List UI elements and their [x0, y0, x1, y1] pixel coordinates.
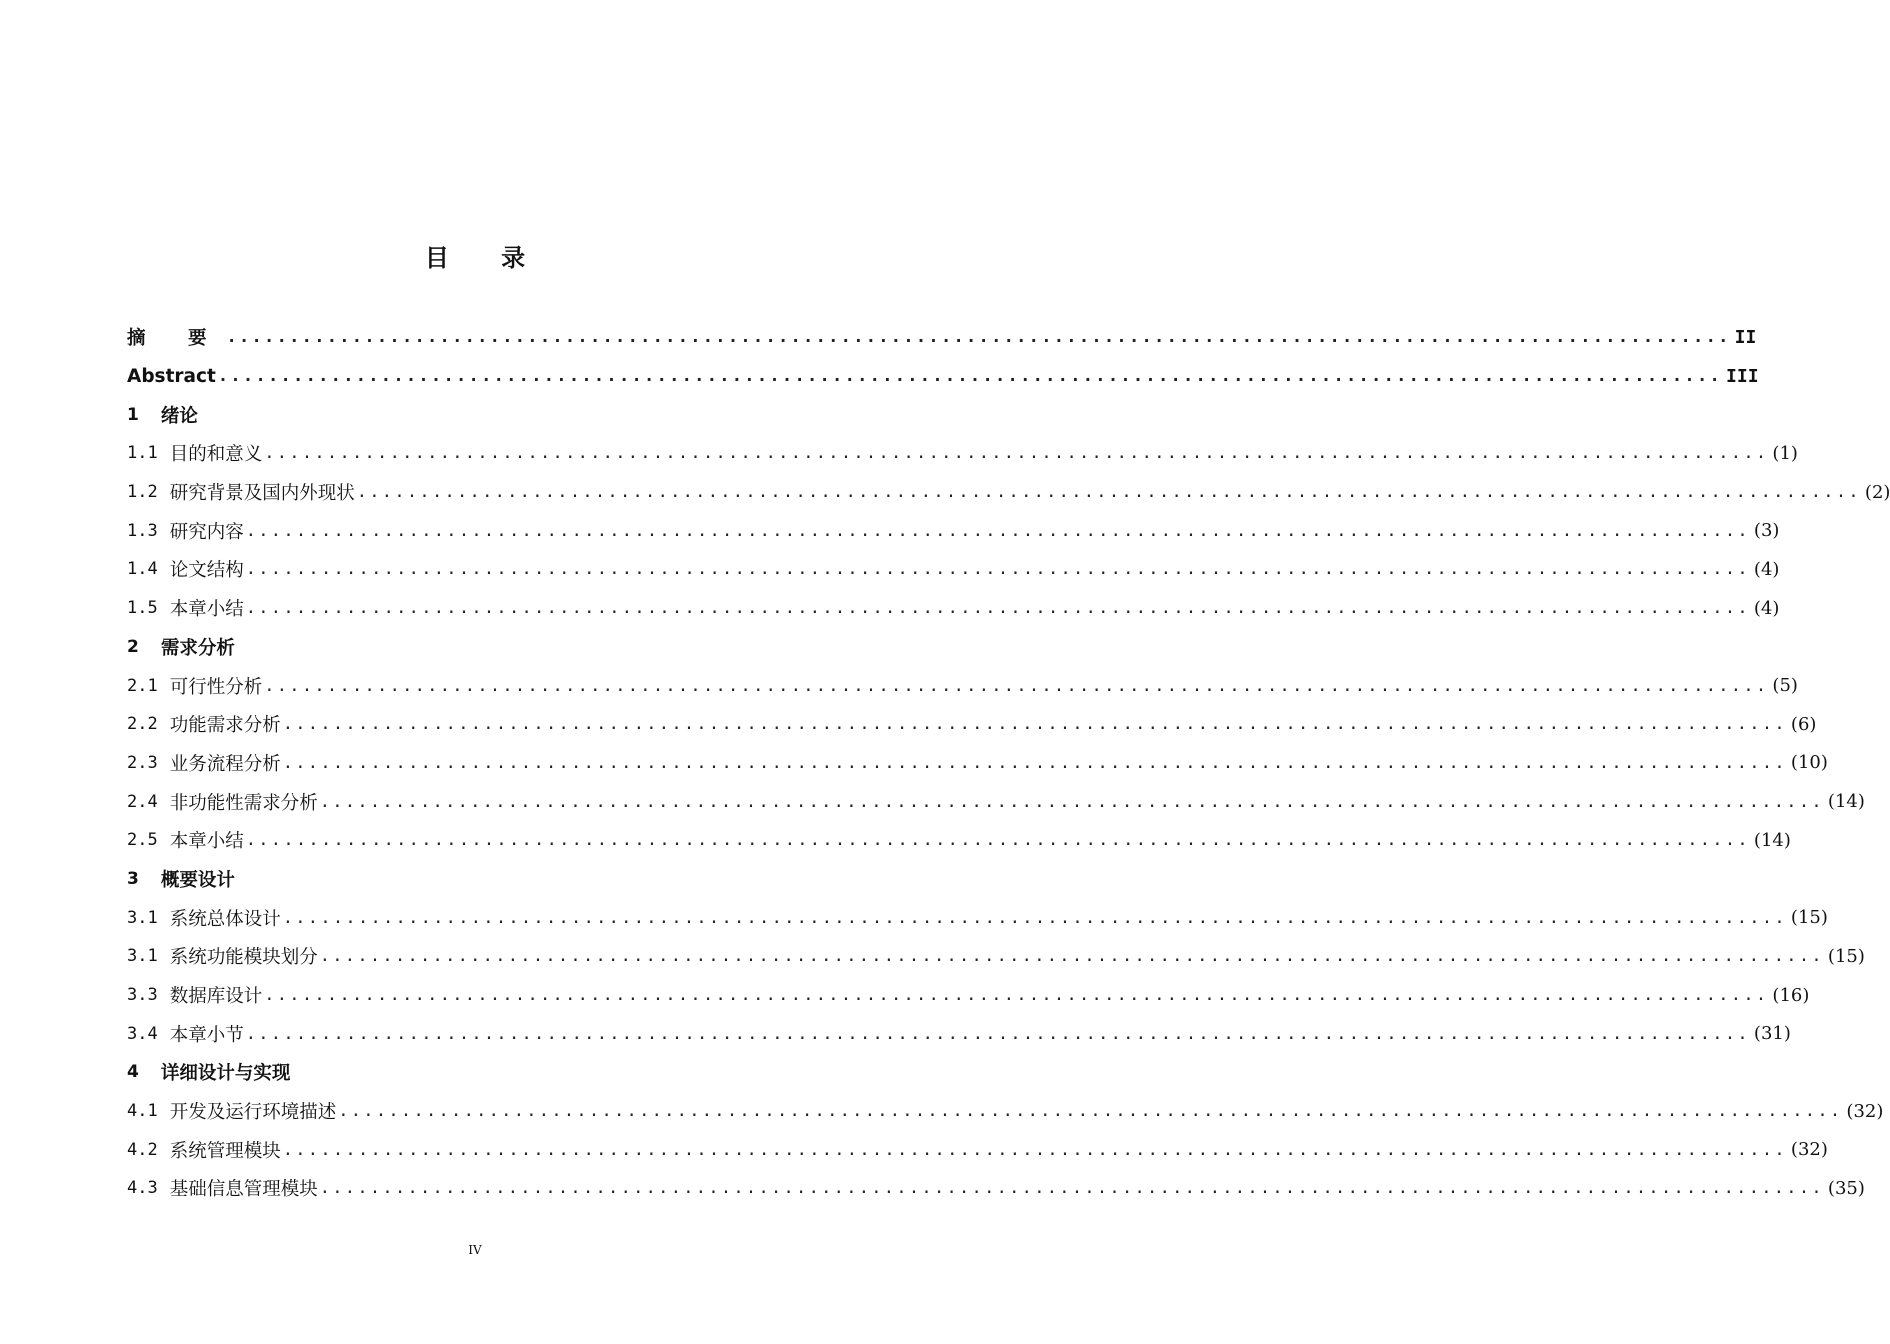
toc-entry-label: 绪论 [160, 405, 198, 427]
toc-dot-leader: ........................................................................................................................ [319, 791, 1824, 812]
toc-entry-number: 1.5 [127, 598, 158, 619]
toc-entry-label: 功能需求分析 [169, 715, 281, 737]
toc-entry[interactable] [127, 782, 1865, 821]
toc-chapter-heading[interactable] [127, 1053, 830, 1092]
toc-entry-number: 3.1 [127, 946, 158, 967]
toc-entry-label: 开发及运行环境描述 [169, 1102, 337, 1124]
toc-entry-page: (2) [1864, 481, 1890, 503]
toc-entry[interactable] [127, 473, 1890, 512]
toc-entry-page: (5) [1772, 675, 1798, 697]
toc-entry-page: (32) [1846, 1100, 1884, 1122]
toc-entry-label: 本章小节 [169, 1024, 244, 1046]
toc-entry[interactable] [127, 1169, 1865, 1208]
toc-entry-label: 系统总体设计 [169, 908, 281, 930]
toc-entry[interactable] [127, 666, 1798, 705]
toc-entry-label: 基础信息管理模块 [169, 1179, 318, 1201]
toc-dot-leader: ........................................................................................................................ [356, 482, 1861, 503]
toc-entry-page: (14) [1827, 791, 1865, 813]
toc-entry[interactable] [127, 550, 1780, 589]
toc-entry-number: 4 [127, 1062, 139, 1083]
toc-entry-number: 2.2 [127, 714, 158, 735]
toc-entry-label: 可行性分析 [169, 676, 263, 698]
toc-dot-leader: ........................................................................................................................ [245, 559, 1750, 580]
toc-entry-number: 1.4 [127, 559, 158, 580]
toc-entry-page: (1) [1772, 442, 1798, 464]
toc-entry-label: 业务流程分析 [169, 753, 281, 775]
toc-entry-number: 4.3 [127, 1178, 158, 1199]
toc-entry-page: (15) [1827, 945, 1865, 967]
toc-entry-label: 数据库设计 [169, 986, 263, 1008]
toc-entry-number: 1.3 [127, 520, 158, 541]
toc-entry-page: (4) [1753, 597, 1780, 619]
toc-entry-page: (3) [1753, 520, 1780, 542]
toc-entry-page: (6) [1790, 713, 1817, 735]
toc-entry[interactable] [127, 511, 1780, 550]
toc-entry-label: 论文结构 [169, 560, 244, 582]
toc-entry-page: III [1726, 365, 1759, 387]
toc-dot-leader: ........................................................................................................................ [319, 1178, 1824, 1199]
toc-entry-number: 2.1 [127, 675, 158, 696]
toc-entry[interactable] [127, 357, 1759, 396]
toc-dot-leader: ........................................................................................................................ [319, 946, 1824, 967]
toc-entry[interactable] [127, 1130, 1828, 1169]
toc-entry-page: (35) [1827, 1177, 1865, 1199]
toc-entry-number: 3.4 [127, 1023, 158, 1044]
toc-entry-label: Abstract [127, 365, 216, 387]
toc-entry-number: 1.2 [127, 482, 158, 503]
toc-entry-label: 本章小结 [169, 831, 244, 853]
toc-dot-leader: ........................................................................................................................ [245, 830, 1750, 851]
toc-entry[interactable] [127, 976, 1810, 1015]
toc-entry[interactable] [127, 589, 1780, 628]
toc-dot-leader: ........................................................................................................................ [217, 366, 1723, 387]
toc-dot-leader: ........................................................................................................................ [338, 1101, 1843, 1122]
toc-entry-number: 3 [127, 868, 139, 889]
page-number: IV [468, 1243, 482, 1257]
toc-dot-leader: ........................................................................................................................ [282, 1139, 1787, 1160]
toc-entry-number: 2.3 [127, 752, 158, 773]
toc-entry[interactable] [127, 434, 1798, 473]
toc-entry-number: 4.2 [127, 1139, 158, 1160]
toc-dot-leader: ........................................................................................................................ [245, 520, 1750, 541]
toc-chapter-heading[interactable] [127, 860, 830, 899]
toc-entry-page: (16) [1772, 984, 1810, 1006]
toc-entry-number: 3.1 [127, 907, 158, 928]
toc-entry[interactable] [127, 898, 1828, 937]
toc-entry-page: (32) [1790, 1139, 1828, 1161]
toc-dot-leader: ........................................................................................................................ [226, 327, 1731, 348]
toc-entry[interactable] [127, 1014, 1791, 1053]
toc-dot-leader: ........................................................................................................................ [264, 675, 1769, 696]
toc-entry-label: 本章小结 [169, 599, 244, 621]
toc-entry-number: 4.1 [127, 1101, 158, 1122]
toc-entry-number: 2.4 [127, 791, 158, 812]
toc-entry-number: 1.1 [127, 443, 158, 464]
toc-entry[interactable] [127, 937, 1865, 976]
toc-entry-page: II [1734, 326, 1757, 348]
toc-entry[interactable] [127, 318, 1757, 357]
toc-entry[interactable] [127, 821, 1791, 860]
toc-entry-number: 1 [127, 404, 139, 425]
toc-entry-page: (4) [1753, 558, 1780, 580]
toc-dot-leader: ........................................................................................................................ [282, 752, 1787, 773]
toc-entry-page: (10) [1790, 752, 1828, 774]
toc-entry-label: 系统管理模块 [169, 1140, 281, 1162]
toc-entry-page: (14) [1753, 829, 1791, 851]
toc-entry-page: (31) [1753, 1023, 1791, 1045]
toc-entry-label: 非功能性需求分析 [169, 792, 318, 814]
table-of-contents [127, 318, 1890, 1208]
toc-entry-page: (15) [1790, 907, 1828, 929]
toc-dot-leader: ........................................................................................................................ [245, 1023, 1750, 1044]
toc-entry-label: 详细设计与实现 [160, 1063, 291, 1085]
toc-dot-leader: ........................................................................................................................ [264, 443, 1769, 464]
toc-entry-number: 2.5 [127, 830, 158, 851]
toc-entry[interactable] [127, 1092, 1884, 1131]
toc-entry[interactable] [127, 705, 1817, 744]
toc-entry-label: 研究背景及国内外现状 [169, 483, 355, 505]
toc-entry-label: 研究内容 [169, 521, 244, 543]
page-title: 目 录 [424, 244, 548, 272]
toc-entry-label: 需求分析 [160, 637, 235, 659]
toc-chapter-heading[interactable] [127, 628, 830, 667]
toc-entry[interactable] [127, 744, 1828, 783]
toc-entry-label: 概要设计 [160, 869, 235, 891]
toc-entry-label: 系统功能模块划分 [169, 947, 318, 969]
toc-chapter-heading[interactable] [127, 395, 830, 434]
toc-dot-leader: ........................................................................................................................ [282, 714, 1787, 735]
toc-entry-number: 3.3 [127, 985, 158, 1006]
toc-entry-label: 目的和意义 [169, 444, 263, 466]
toc-dot-leader: ........................................................................................................................ [245, 598, 1750, 619]
toc-entry-label: 摘 要 [127, 328, 225, 350]
toc-dot-leader: ........................................................................................................................ [282, 907, 1787, 928]
toc-entry-number: 2 [127, 636, 139, 657]
toc-dot-leader: ........................................................................................................................ [264, 985, 1769, 1006]
